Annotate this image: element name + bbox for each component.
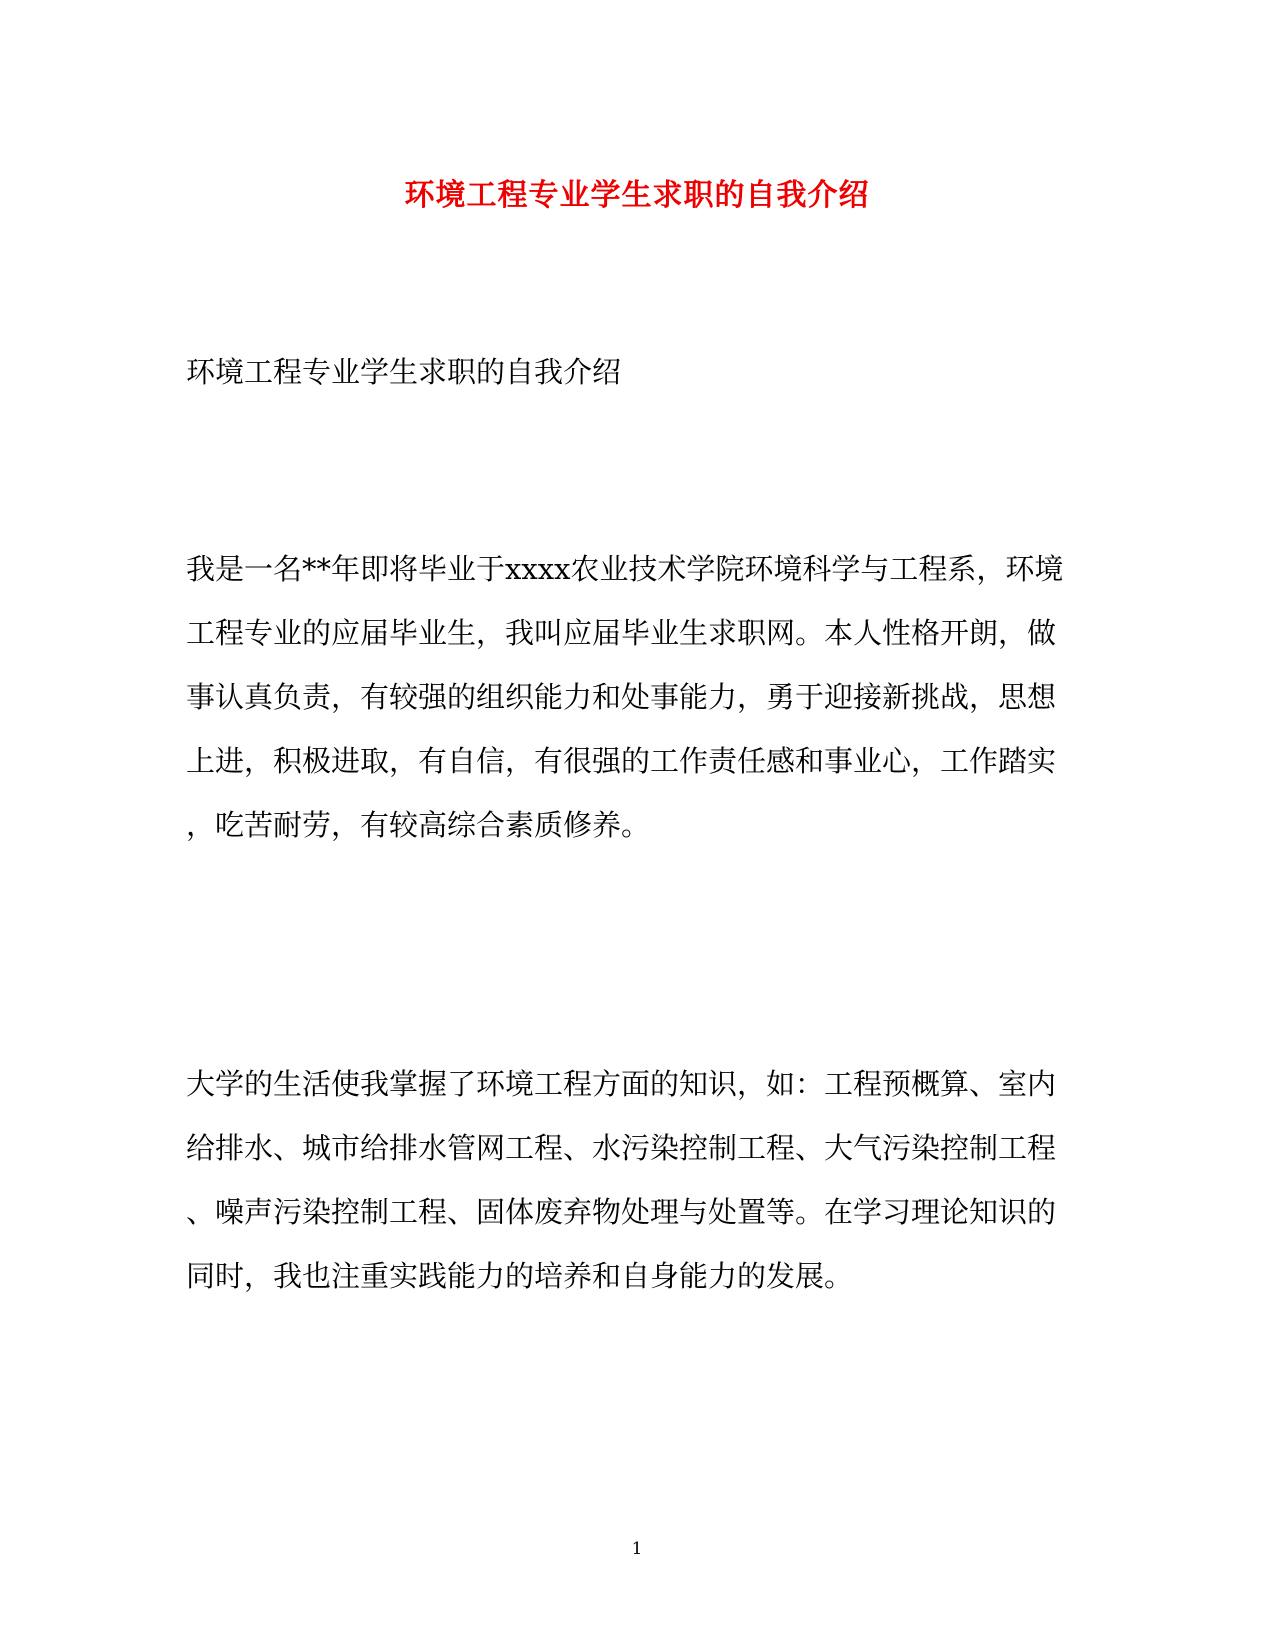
paragraph-2 — [186, 1052, 1066, 1308]
paragraph-line: 工程专业的应届毕业生，我叫应届毕业生求职网。本人性格开朗，做 — [186, 616, 1057, 650]
document-title: 环境工程专业学生求职的自我介绍 — [404, 178, 870, 213]
paragraph-line: 大学的生活使我掌握了环境工程方面的知识，如：工程预概算、室内 — [186, 1067, 1057, 1101]
paragraph-line: 、噪声污染控制工程、固体废弃物处理与处置等。在学习理论知识的 — [186, 1195, 1057, 1229]
paragraph-line: ，吃苦耐劳，有较高综合素质修养。 — [186, 808, 651, 842]
paragraph-line: 我是一名**年即将毕业于xxxx农业技术学院环境科学与工程系，环境 — [186, 552, 1064, 586]
paragraph-line: 上进，积极进取，有自信，有很强的工作责任感和事业心，工作踏实 — [186, 744, 1057, 778]
paragraph-line: 同时，我也注重实践能力的培养和自身能力的发展。 — [186, 1259, 854, 1293]
page-number: 1 — [631, 1539, 643, 1559]
paragraph-line: 事认真负责，有较强的组织能力和处事能力，勇于迎接新挑战，思想 — [186, 680, 1057, 714]
paragraph-1 — [186, 537, 1066, 857]
paragraph-line: 给排水、城市给排水管网工程、水污染控制工程、大气污染控制工程 — [186, 1131, 1057, 1165]
document-subtitle: 环境工程专业学生求职的自我介绍 — [186, 355, 622, 389]
